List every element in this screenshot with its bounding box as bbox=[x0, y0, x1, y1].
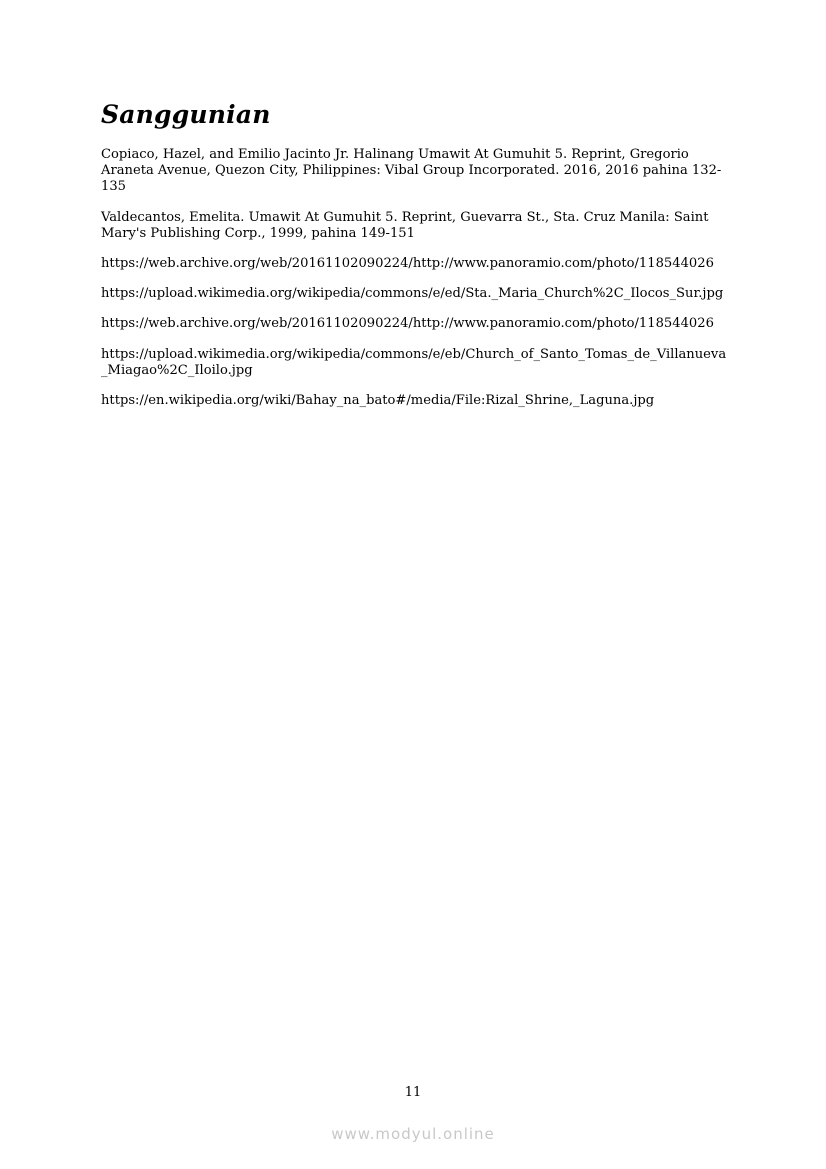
reference-url[interactable]: https://web.archive.org/web/20161102090224/http://www.panoramio.com/photo/118544026 bbox=[101, 316, 714, 332]
reference-list bbox=[101, 147, 727, 423]
page-title: Sanggunian bbox=[101, 100, 271, 129]
page-number: 11 bbox=[404, 1085, 422, 1100]
reference-url[interactable]: https://upload.wikimedia.org/wikipedia/commons/e/ed/Sta._Maria_Church%2C_Ilocos_Sur.jpg bbox=[101, 286, 724, 302]
reference-url[interactable]: https://upload.wikimedia.org/wikipedia/commons/e/eb/Church_of_Santo_Tomas_de_Villanueva_Miagao%2C_Iloilo.jpg bbox=[101, 346, 727, 378]
reference-url[interactable]: https://web.archive.org/web/20161102090224/http://www.panoramio.com/photo/118544026 bbox=[101, 256, 714, 272]
watermark: www.modyul.online bbox=[331, 1125, 495, 1143]
reference-item: Valdecantos, Emelita. Umawit At Gumuhit 5. Reprint, Guevarra St., Sta. Cruz Manila: Saint Mary's Publishing Corp., 1999, pahina 149-151 bbox=[101, 209, 709, 241]
reference-url[interactable]: https://en.wikipedia.org/wiki/Bahay_na_bato#/media/File:Rizal_Shrine,_Laguna.jpg bbox=[101, 393, 655, 409]
reference-item: Copiaco, Hazel, and Emilio Jacinto Jr. Halinang Umawit At Gumuhit 5. Reprint, Gregorio Araneta Avenue, Quezon City, Philippines: Vibal Group Incorporated. 2016, 2016 pahina 132-135 bbox=[101, 147, 722, 195]
